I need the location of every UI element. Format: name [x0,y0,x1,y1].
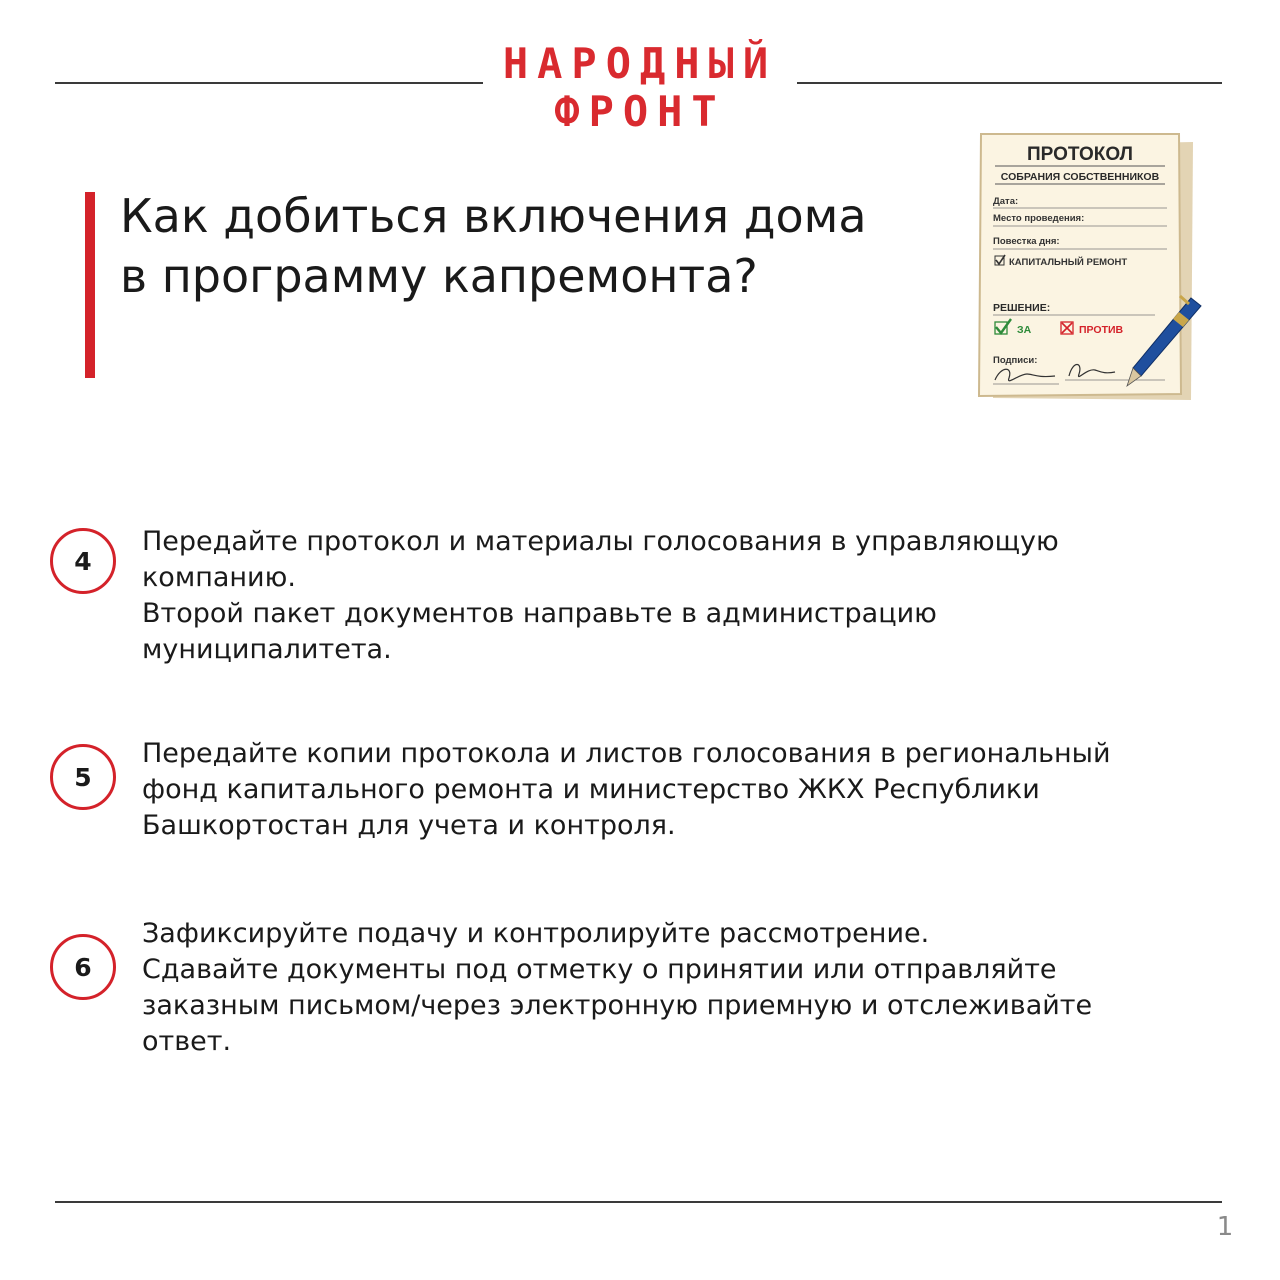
doc-agenda-item: КАПИТАЛЬНЫЙ РЕМОНТ [1009,257,1128,268]
logo-line-2: ФРОНТ [554,87,726,136]
step-5-line-1: Передайте копии протокола и листов голосования в региональный [142,738,1111,769]
step-text [142,736,1252,844]
footer-rule [55,1201,1222,1203]
step-number-badge: 5 [50,744,116,810]
step-text [142,524,1252,668]
doc-agenda-label: Повестка дня: [993,236,1060,247]
step-6-line-1: Зафиксируйте подачу и контролируйте рассмотрение. [142,918,930,949]
doc-subheading: СОБРАНИЯ СОБСТВЕННИКОВ [1000,171,1160,183]
step-4-line-3: Второй пакет документов направьте в администрацию [142,598,937,629]
header-rule-right [797,82,1222,84]
title-line-1: Как добиться включения дома [120,189,867,243]
title-accent-bar [85,192,95,378]
step-5-line-2: фонд капитального ремонта и министерство ЖКХ Республики [142,774,1040,805]
doc-date-label: Дата: [993,196,1019,207]
header-rule-left [55,82,483,84]
doc-heading: ПРОТОКОЛ [1026,144,1134,165]
page-title [120,186,950,306]
logo-line-1: НАРОДНЫЙ [502,39,778,88]
step-6-line-3: заказным письмом/через электронную приемную и отслеживайте [142,990,1093,1021]
doc-place-label: Место проведения: [993,213,1085,224]
step-6-line-2: Сдавайте документы под отметку о принятии или отправляйте [142,954,1057,985]
step-5-line-3: Башкортостан для учета и контроля. [142,810,676,841]
title-line-2: в программу капремонта? [120,249,758,303]
protocol-document-illustration [975,128,1205,408]
step-number-badge: 6 [50,934,116,1000]
logo [490,40,790,136]
doc-against-label: ПРОТИВ [1079,324,1124,336]
step-4-line-1: Передайте протокол и материалы голосования в управляющую [142,526,1059,557]
step-text [142,916,1252,1060]
doc-signatures-label: Подписи: [993,355,1038,366]
page-number: 1 [1216,1212,1234,1242]
doc-for-label: ЗА [1017,324,1032,336]
step-4-line-4: муниципалитета. [142,634,392,665]
step-6-line-4: ответ. [142,1026,232,1057]
step-4-line-2: компанию. [142,562,296,593]
doc-decision-label: РЕШЕНИЕ: [993,302,1051,314]
step-number-badge: 4 [50,528,116,594]
